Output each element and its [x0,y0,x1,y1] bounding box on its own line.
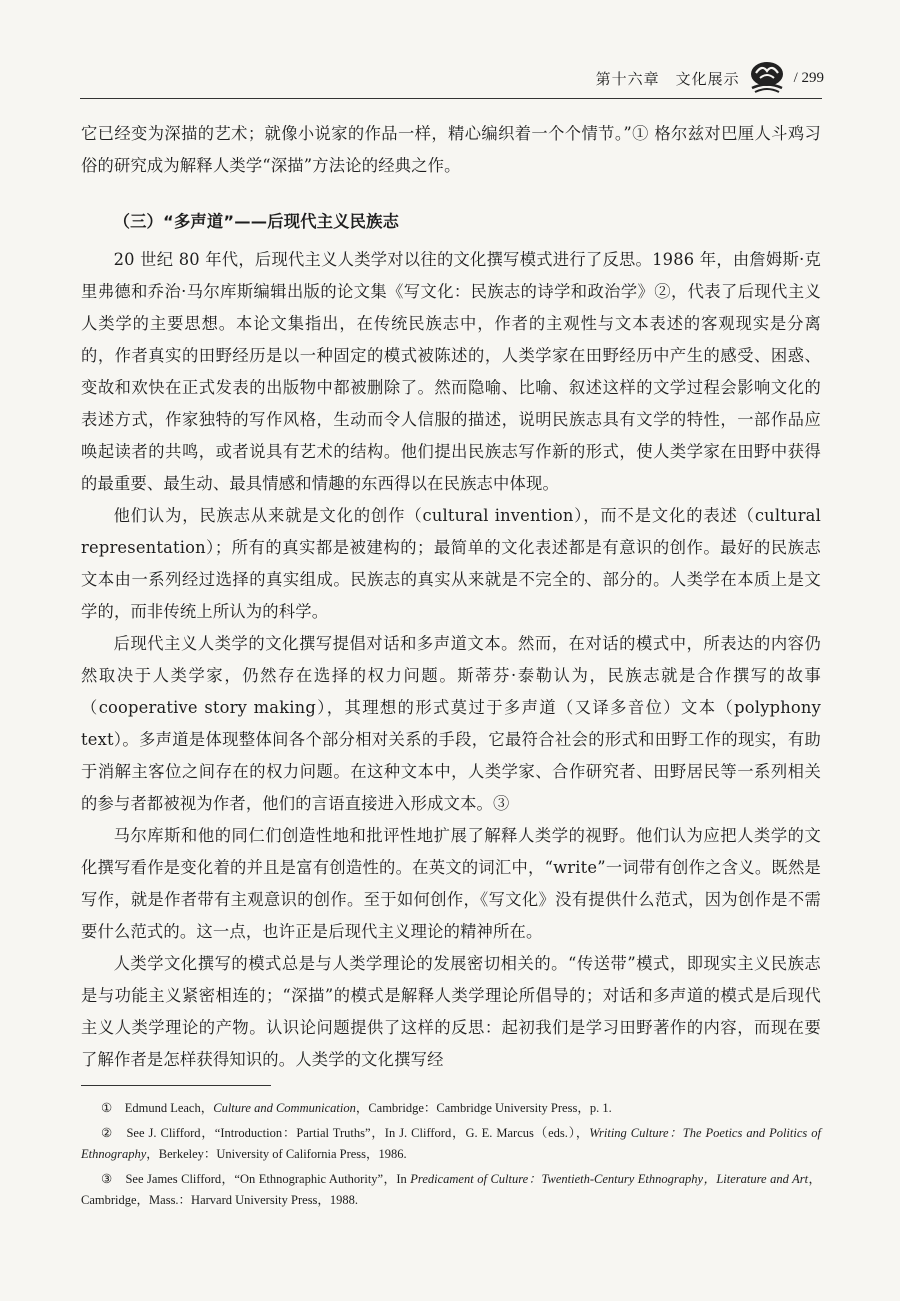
footnote-3-text: ③ See James Clifford，“On Ethnographic Authority”，In [101,1172,411,1186]
footnote-2-text: ② See J. Clifford，“Introduction：Partial Truths”，In J. Clifford，G. E. Marcus（eds.）， [101,1126,590,1140]
paragraph-4: 马尔库斯和他的同仁们创造性地和批评性地扩展了解释人类学的视野。他们认为应把人类学的文化撰写看作是变化着的并且是富有创造性的。在英文的词汇中，“write”一词带有创作之含义。既然是写作，就是作者带有主观意识的创作。至于如何创作，《写文化》没有提供什么范式，因为创作是不需要什么范式的。这一点，也许正是后现代主义理论的精神所在。 [81,826,821,941]
footnote-2-title: Writing Culture：The Poetics and Politics of Ethnography [81,1126,821,1161]
section-heading: （三）“多声道”——后现代主义民族志 [113,212,400,231]
footnote-3-publisher: ，Cambridge，Mass.：Harvard University Press，1988. [81,1172,821,1207]
footnote-3-title: Predicament of Culture：Twentieth-Century Ethnography，Literature and Art [410,1172,809,1186]
footnote-3 [81,1169,821,1211]
footnote-rule [81,1085,271,1086]
header-rule [80,98,822,99]
paragraph-5: 人类学文化撰写的模式总是与人类学理论的发展密切相关的。“传送带”模式，即现实主义民族志是与功能主义紧密相连的；“深描”的模式是解释人类学理论所倡导的；对话和多声道的模式是后现代主义人类学理论的产物。认识论问题提供了这样的反思：起初我们是学习田野著作的内容，而现在要了解作者是怎样获得知识的。人类学的文化撰写经 [81,954,821,1069]
paragraph-3: 后现代主义人类学的文化撰写提倡对话和多声道文本。然而，在对话的模式中，所表达的内容仍然取决于人类学家，仍然存在选择的权力问题。斯蒂芬·泰勒认为，民族志就是合作撰写的故事（cooperative story making），其理想的形式莫过于多声道（又译多音位）文本（polyphony text）。多声道是体现整体间各个部分相对关系的手段，它最符合社会的形式和田野工作的现实，有助于消解主客位之间存在的权力问题。在这种文本中，人类学家、合作研究者、田野居民等一系列相关的参与者都被视为作者，他们的言语直接进入形成文本。③ [81,634,821,813]
footnote-1-publisher: ，Cambridge：Cambridge University Press，p. 1. [355,1101,612,1115]
paragraph-1: 20 世纪 80 年代，后现代主义人类学对以往的文化撰写模式进行了反思。1986 年，由詹姆斯·克里弗德和乔治·马尔库斯编辑出版的论文集《写文化：民族志的诗学和政治学》②，代表了后现代主义人类学的主要思想。本论文集指出，在传统民族志中，作者的主观性与文本表述的客观现实是分离的，作者真实的田野经历是以一种固定的模式被陈述的，人类学家在田野经历中产生的感受、困惑、变故和欢快在正式发表的出版物中都被删除了。然而隐喻、比喻、叙述这样的文学过程会影响文化的表述方式，作家独特的写作风格，生动而令人信服的描述，说明民族志具有文学的特性，一部作品应唤起读者的共鸣，或者说具有艺术的结构。他们提出民族志写作新的形式，使人类学家在田野中获得的最重要、最生动、最具情感和情趣的东西得以在民族志中体现。 [81,250,821,493]
book-emblem-icon [748,61,786,95]
running-header [596,58,824,98]
main-text [81,118,821,1076]
footnote-1-text: ① Edmund Leach， [101,1101,214,1115]
footnotes [81,1098,821,1215]
paragraph-intro: 它已经变为深描的艺术；就像小说家的作品一样，精心编织着一个个情节。”① 格尔兹对巴厘人斗鸡习俗的研究成为解释人类学“深描”方法论的经典之作。 [81,124,821,175]
footnote-1 [81,1098,821,1119]
footnote-1-title: Culture and Communication [213,1101,356,1115]
page-number: / 299 [793,69,824,86]
chapter-title: 第十六章 文化展示 [595,69,740,88]
footnote-2-publisher: ，Berkeley：University of California Press，1986. [146,1147,407,1161]
footnote-2 [81,1123,821,1165]
paragraph-2: 他们认为，民族志从来就是文化的创作（cultural invention），而不是文化的表述（cultural representation）；所有的真实都是被建构的；最简单的文化表述都是有意识的创作。最好的民族志文本由一系列经过选择的真实组成。民族志的真实从来就是不完全的、部分的。人类学在本质上是文学的，而非传统上所认为的科学。 [81,506,821,621]
